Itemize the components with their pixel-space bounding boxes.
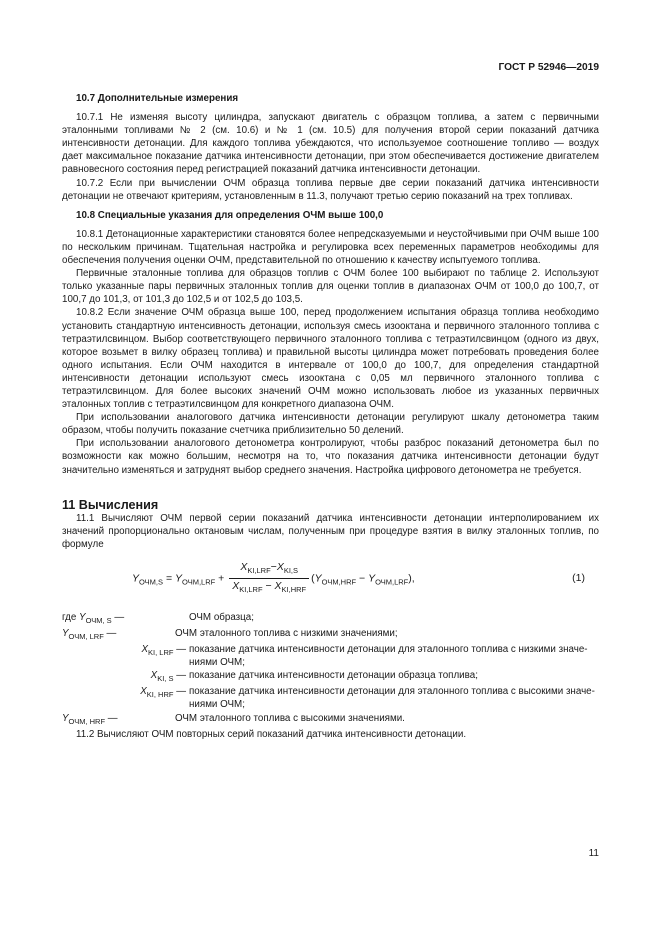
section-10-7-title: 10.7 Дополнительные измерения	[76, 93, 239, 104]
legend-row: $X_{KI, HRF}$ — показание датчика интенсивности детонации для эталонного топлива с высокими значе- ниями ОЧМ;	[140, 686, 595, 711]
paragraph-10-8-2: 10.8.2 Если значение ОЧМ образца выше 100, перед продолжением испытания образца топлива необходимо установить стандартную интенсивность детонации, используя смесь изооктана и первичного эталонного топлива с тетраэтилсвинцом. Выбор соответствующего первичного эталонного топлива с тетраэтилсвинцом (одного из двух, которое возьмет в вилку образец топлива) и правильной высоты цилиндра может потребовать проведения более одного испытания. Если ОЧМ находится в интервале от 100,0 до 100,7, для определения стандартной интенсивности детонации используют смесь изооктана с 0,05 мл первичного эталонного топлива с тетраэтилсвинцом. Для более высоких значений ОЧМ можно использовать любое из указанных первичных эталонных топлив с тетраэтилсвинцом для конкретного диапазона ОЧМ.	[62, 307, 599, 411]
paragraph-10-7-2: 10.7.2 Если при вычислении ОЧМ образца топлива первые две серии показаний датчика интенсивности детонации не отвечают критериям, установленным в 11.3, получают третью серию показаний на трех топливах.	[62, 177, 599, 202]
paragraph-11-2: 11.2 Вычисляют ОЧМ повторных серий показаний датчика интенсивности детонации.	[76, 728, 467, 740]
page-content	[62, 92, 599, 741]
section-11-title: 11 Вычисления	[62, 497, 159, 512]
paragraph-10-8-2-c: При использовании аналогового детонометра контролируют, чтобы разброс показаний детонометра был по возможности как можно большим, несмотря на то, что показания датчика интенсивности детонации будут значительно изменяться и затруднят выбор среднего значения. Настройка цифрового детонометра не требуется.	[62, 438, 599, 476]
legend-row: $X_{KI, LRF}$ — показание датчика интенсивности детонации для эталонного топлива с низкими значе- ниями ОЧМ;	[141, 644, 588, 669]
paragraph-10-8-2-b: При использовании аналогового датчика интенсивности детонации регулируют шкалу детонометра таким образом, чтобы получить показание счетчика приблизительно 50 делений.	[62, 412, 599, 437]
where-label: где	[62, 612, 77, 623]
legend-row: $Y_{ОЧМ, HRF}$ — ОЧМ эталонного топлива с высокими значениями.	[62, 712, 405, 726]
legend-row: $X_{KI, S}$ — показание датчика интенсивности детонации образца топлива;	[150, 670, 478, 684]
paragraph-10-8-1-b: Первичные эталонные топлива для образцов топлив с ОЧМ более 100 выбирают по таблице 2. Используют только указанные пары первичных эталонных топлив для оценки топлив в диапазонах ОЧМ от 100,0 до 100,7, от 100,7 до 101,3, от 101,3 до 102,5 и от 102,5 до 103,5.	[62, 268, 599, 306]
paragraph-10-8-1: 10.8.1 Детонационные характеристики становятся более непредсказуемыми и неустойчивыми при ОЧМ выше 100 по нескольким причинам. Тщательная настройка и регулировка всех переменных параметров необходимы для обеспечения получения оценки ОЧМ, представительной по отношению к качеству испытуемого топлива.	[62, 228, 599, 267]
page-number: 11	[588, 848, 599, 859]
legend-row: $Y_{ОЧМ, LRF}$ — ОЧМ эталонного топлива с низкими значениями;	[62, 628, 398, 641]
formula-fraction: $\frac{X_{KI,LRF}-X_{KI,S}}{X_{KI,LRF} - X_{KI,HRF}}$	[229, 561, 309, 596]
paragraph-11-1: 11.1 Вычисляют ОЧМ первой серии показаний датчика интенсивности детонации интерполированием их значений пропорционально октановым числам, полученным при процедуре взятия в вилку эталонных топлив, по формуле	[62, 512, 599, 550]
section-10-8-title: 10.8 Специальные указания для определения ОЧМ выше 100,0	[76, 209, 384, 221]
paragraph-10-7-1: 10.7.1 Не изменяя высоту цилиндра, запускают двигатель с образцом топлива, а затем с первичными эталонными топливами № 2 (см. 10.6) и № 1 (см. 10.5) для получения второй серии показаний датчика интенсивности детонации. Для каждого топлива убеждаются, что используемое соотношение топливо — воздух дает максимальное показание датчика интенсивности детонации, при этом обеспечивается достижение двигателем равновесного состояния перед регистрацией показаний датчика интенсивности детонации.	[62, 112, 599, 176]
formula-legend	[62, 611, 599, 728]
standard-designation: ГОСТ Р 52946—2019	[498, 62, 599, 73]
legend-row: где $Y_{ОЧМ, S}$ — ОЧМ образца;	[62, 612, 254, 625]
formula-1	[62, 557, 599, 603]
formula-number: (1)	[572, 572, 585, 584]
formula-expression: $Y_{ОЧМ,S} = Y_{ОЧМ,LRF}$ + $\frac{X_{KI,LRF}-X_{KI,S}}{X_{KI,LRF} - X_{KI,HRF}}$ $(Y_{ОЧМ,HRF} - Y_{ОЧМ,LRF})$,	[132, 561, 415, 596]
